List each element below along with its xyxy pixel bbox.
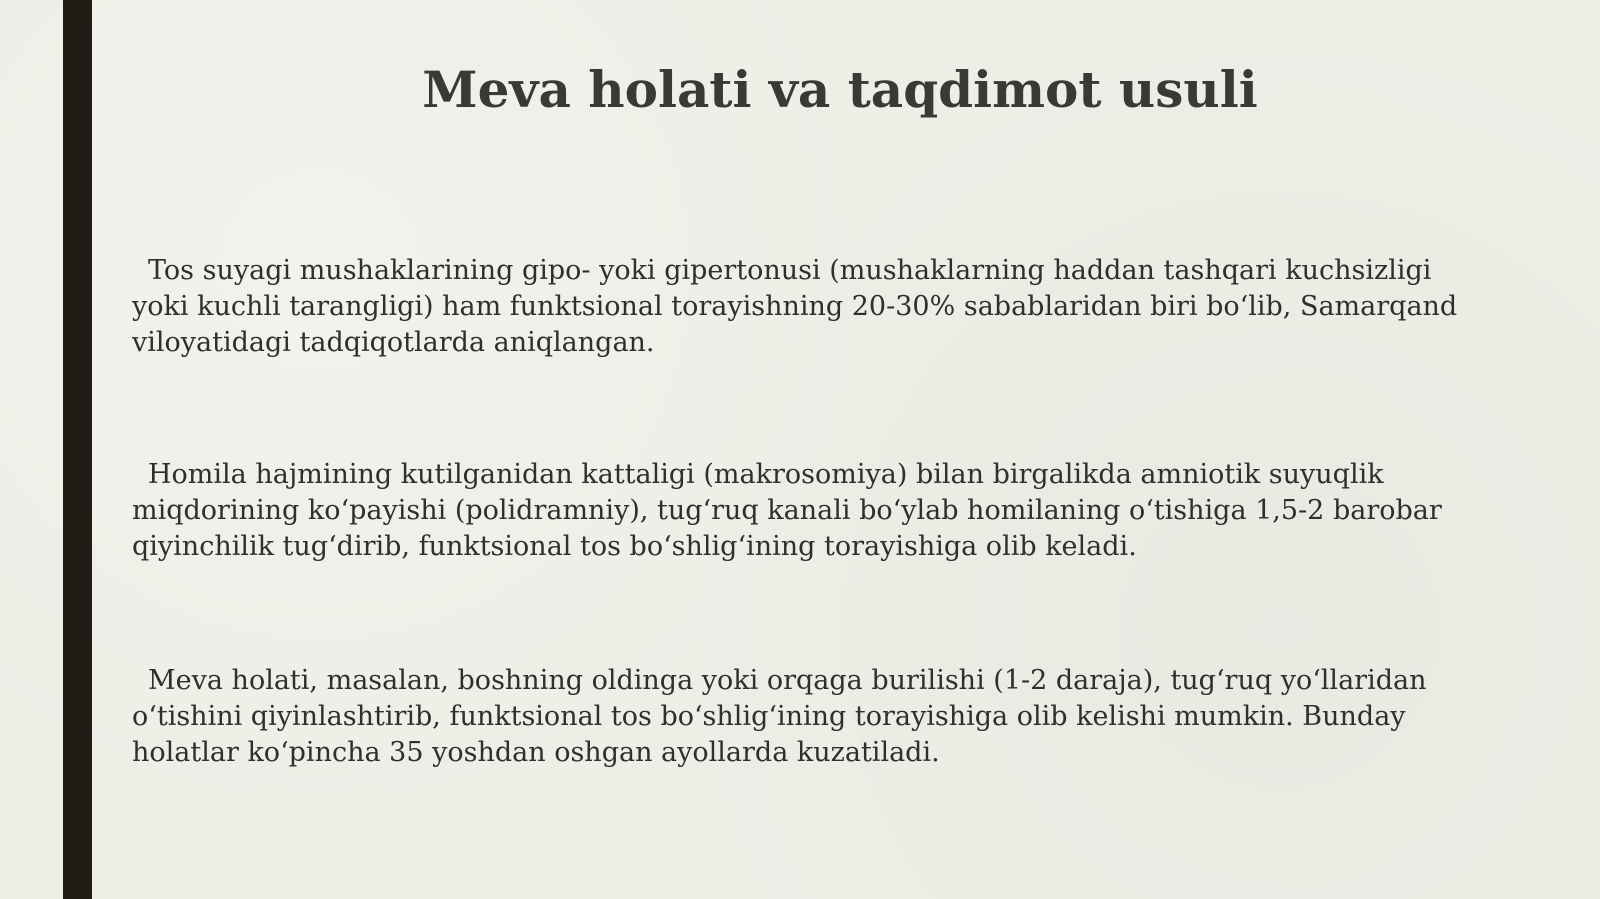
- slide-title: Meva holati va taqdimot usuli: [422, 60, 1258, 119]
- paragraph-fetal-position: Meva holati, masalan, boshning oldinga yoki orqaga burilishi (1-2 daraja), tug‘ruq yo‘llaridan o‘tishini qiyinlashtirib, funktsional tos bo‘shlig‘ining torayishiga olib kelishi mumkin. Bunday holatlar ko‘pincha 35 yoshdan oshgan ayollarda kuzatiladi.: [132, 665, 1427, 768]
- paragraph-macrosomia: Homila hajmining kutilganidan kattaligi (makrosomiya) bilan birgalikda amniotik suyuqlik miqdorining ko‘payishi (polidramniy), tug‘ruq kanali bo‘ylab homilaning o‘tishiga 1,5-2 barobar qiyinchilik tug‘dirib, funktsional tos bo‘shlig‘ining torayishiga olib keladi.: [132, 459, 1442, 562]
- accent-bar: [63, 0, 92, 899]
- paragraph-pelvic-muscles: Tos suyagi mushaklarining gipo- yoki gipertonusi (mushaklarning haddan tashqari kuchsizligi yoki kuchli tarangligi) ham funktsional torayishning 20-30% sabablaridan biri bo‘lib, Samarqand viloyatidagi tadqiqotlarda aniqlangan.: [132, 255, 1458, 358]
